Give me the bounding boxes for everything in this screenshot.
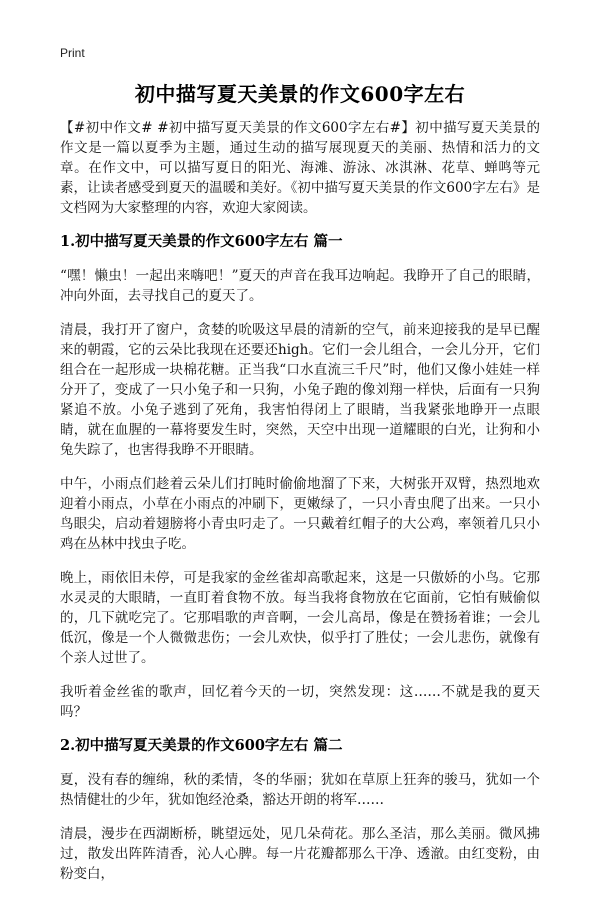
paragraph: 中午，小雨点们趁着云朵儿们打盹时偷偷地溜了下来，大树张开双臂，热烈地欢迎着小雨点，小草在小雨点的冲刷下，更嫩绿了，一只小青虫爬了出来。一只小鸟眼尖，启动着翅膀将小青虫叼走了。一只戴着红帽子的大公鸡，率领着几只小鸡在丛林中找虫子吃。 [60,476,540,552]
paragraph: 清晨，漫步在西湖断桥，眺望远处，见几朵荷花。那么圣洁，那么美丽。微风拂过，散发出阵阵清香，沁人心脾。每一片花瓣都那么干净、透澈。由红变粉，由粉变白， [60,826,540,882]
article-body [60,118,540,898]
paragraph: “嘿！懒虫！一起出来嗨吧！”夏天的声音在我耳边响起。我睁开了自己的眼睛，冲向外面，去寻找自己的夏天了。 [60,268,540,304]
page-title: 初中描写夏天美景的作文600字左右 [134,82,466,106]
paragraph: 我听着金丝雀的歌声，回忆着今天的一切，突然发现：这……不就是我的夏天吗？ [60,684,540,720]
paragraph: 清晨，我打开了窗户，贪婪的吮吸这早晨的清新的空气，前来迎接我的是早已醒来的朝霞，它的云朵比我现在还要还high。它们一会儿组合，一会儿分开，它们组合在一起形成一块棉花糖。正当我“口水直流三千尺”时，他们又像小娃娃一样分开了，变成了一只小兔子和一只狗，小兔子跑的像刘翔一样快，后面有一只狗紧追不放。小兔子逃到了死角，我害怕得闭上了眼睛，当我紧张地睁开一点眼睛，就在血腥的一幕将要发生时，突然，天空中出现一道耀眼的白光，让狗和小兔失踪了，也害得我睁不开眼睛。 [60,322,540,458]
intro-paragraph: 【#初中作文# #初中描写夏天美景的作文600字左右#】初中描写夏天美景的作文是一篇以夏季为主题，通过生动的描写展现夏天的美丽、热情和活力的文章。在作文中，可以描写夏日的阳光、海滩、游泳、冰淇淋、花草、蝉鸣等元素，让读者感受到夏天的温暖和美好。《初中描写夏天美景的作文600字左右》是文档网为大家整理的内容，欢迎大家阅读。 [60,120,540,216]
section-heading-2: 2.初中描写夏天美景的作文600字左右 篇二 [60,737,343,754]
paragraph: 夏，没有春的缠绵，秋的柔情，冬的华丽；犹如在草原上狂奔的骏马，犹如一个热情健壮的少年，犹如饱经沧桑，豁达开朗的将军…… [60,772,540,808]
paragraph: 晚上，雨依旧未停，可是我家的金丝雀却高歌起来，这是一只傲娇的小鸟。它那水灵灵的大眼睛，一直盯着食物不放。每当我将食物放在它面前，它怕有贼偷似的，几下就吃完了。它那唱歌的声音啊，一会儿高昂，像是在赞扬着谁；一会儿低沉，像是一个人微微悲伤；一会儿欢快，似乎打了胜仗；一会儿悲伤，就像有个亲人过世了。 [60,570,540,666]
print-link[interactable]: Print [60,46,85,60]
section-heading-1: 1.初中描写夏天美景的作文600字左右 篇一 [60,233,343,250]
